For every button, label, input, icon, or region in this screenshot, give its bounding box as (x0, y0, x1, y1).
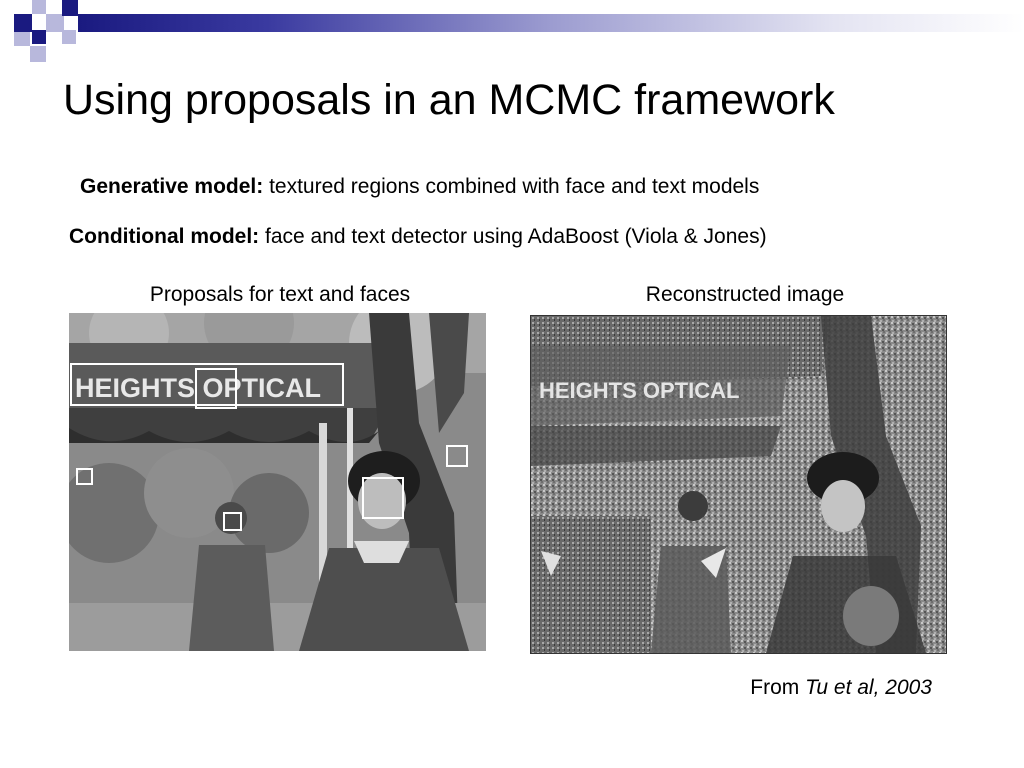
reconstructed-image (530, 315, 947, 654)
conditional-model-text: face and text detector using AdaBoost (Viola & Jones) (259, 225, 767, 248)
sign-text-reconstructed: HEIGHTS OPTICAL (539, 378, 740, 403)
credit-prefix: From (750, 676, 806, 699)
sign-text-proposals: HEIGHTS OPTICAL (75, 373, 322, 403)
proposals-image (69, 313, 486, 651)
conditional-model-label: Conditional model: (69, 225, 260, 248)
generative-model-label: Generative model: (80, 175, 264, 198)
source-credit (750, 675, 932, 701)
generative-model-line (80, 174, 759, 200)
left-image-caption: Proposals for text and faces (149, 283, 411, 306)
credit-citation: Tu et al, 2003 (805, 676, 932, 699)
reconstructed-scene (531, 316, 946, 653)
right-image-caption: Reconstructed image (645, 283, 845, 306)
proposals-scene (69, 313, 486, 651)
slide-title: Using proposals in an MCMC framework (63, 76, 835, 124)
header-gradient-bar (78, 14, 1024, 32)
generative-model-text: textured regions combined with face and text models (263, 175, 760, 198)
conditional-model-line (69, 224, 767, 250)
